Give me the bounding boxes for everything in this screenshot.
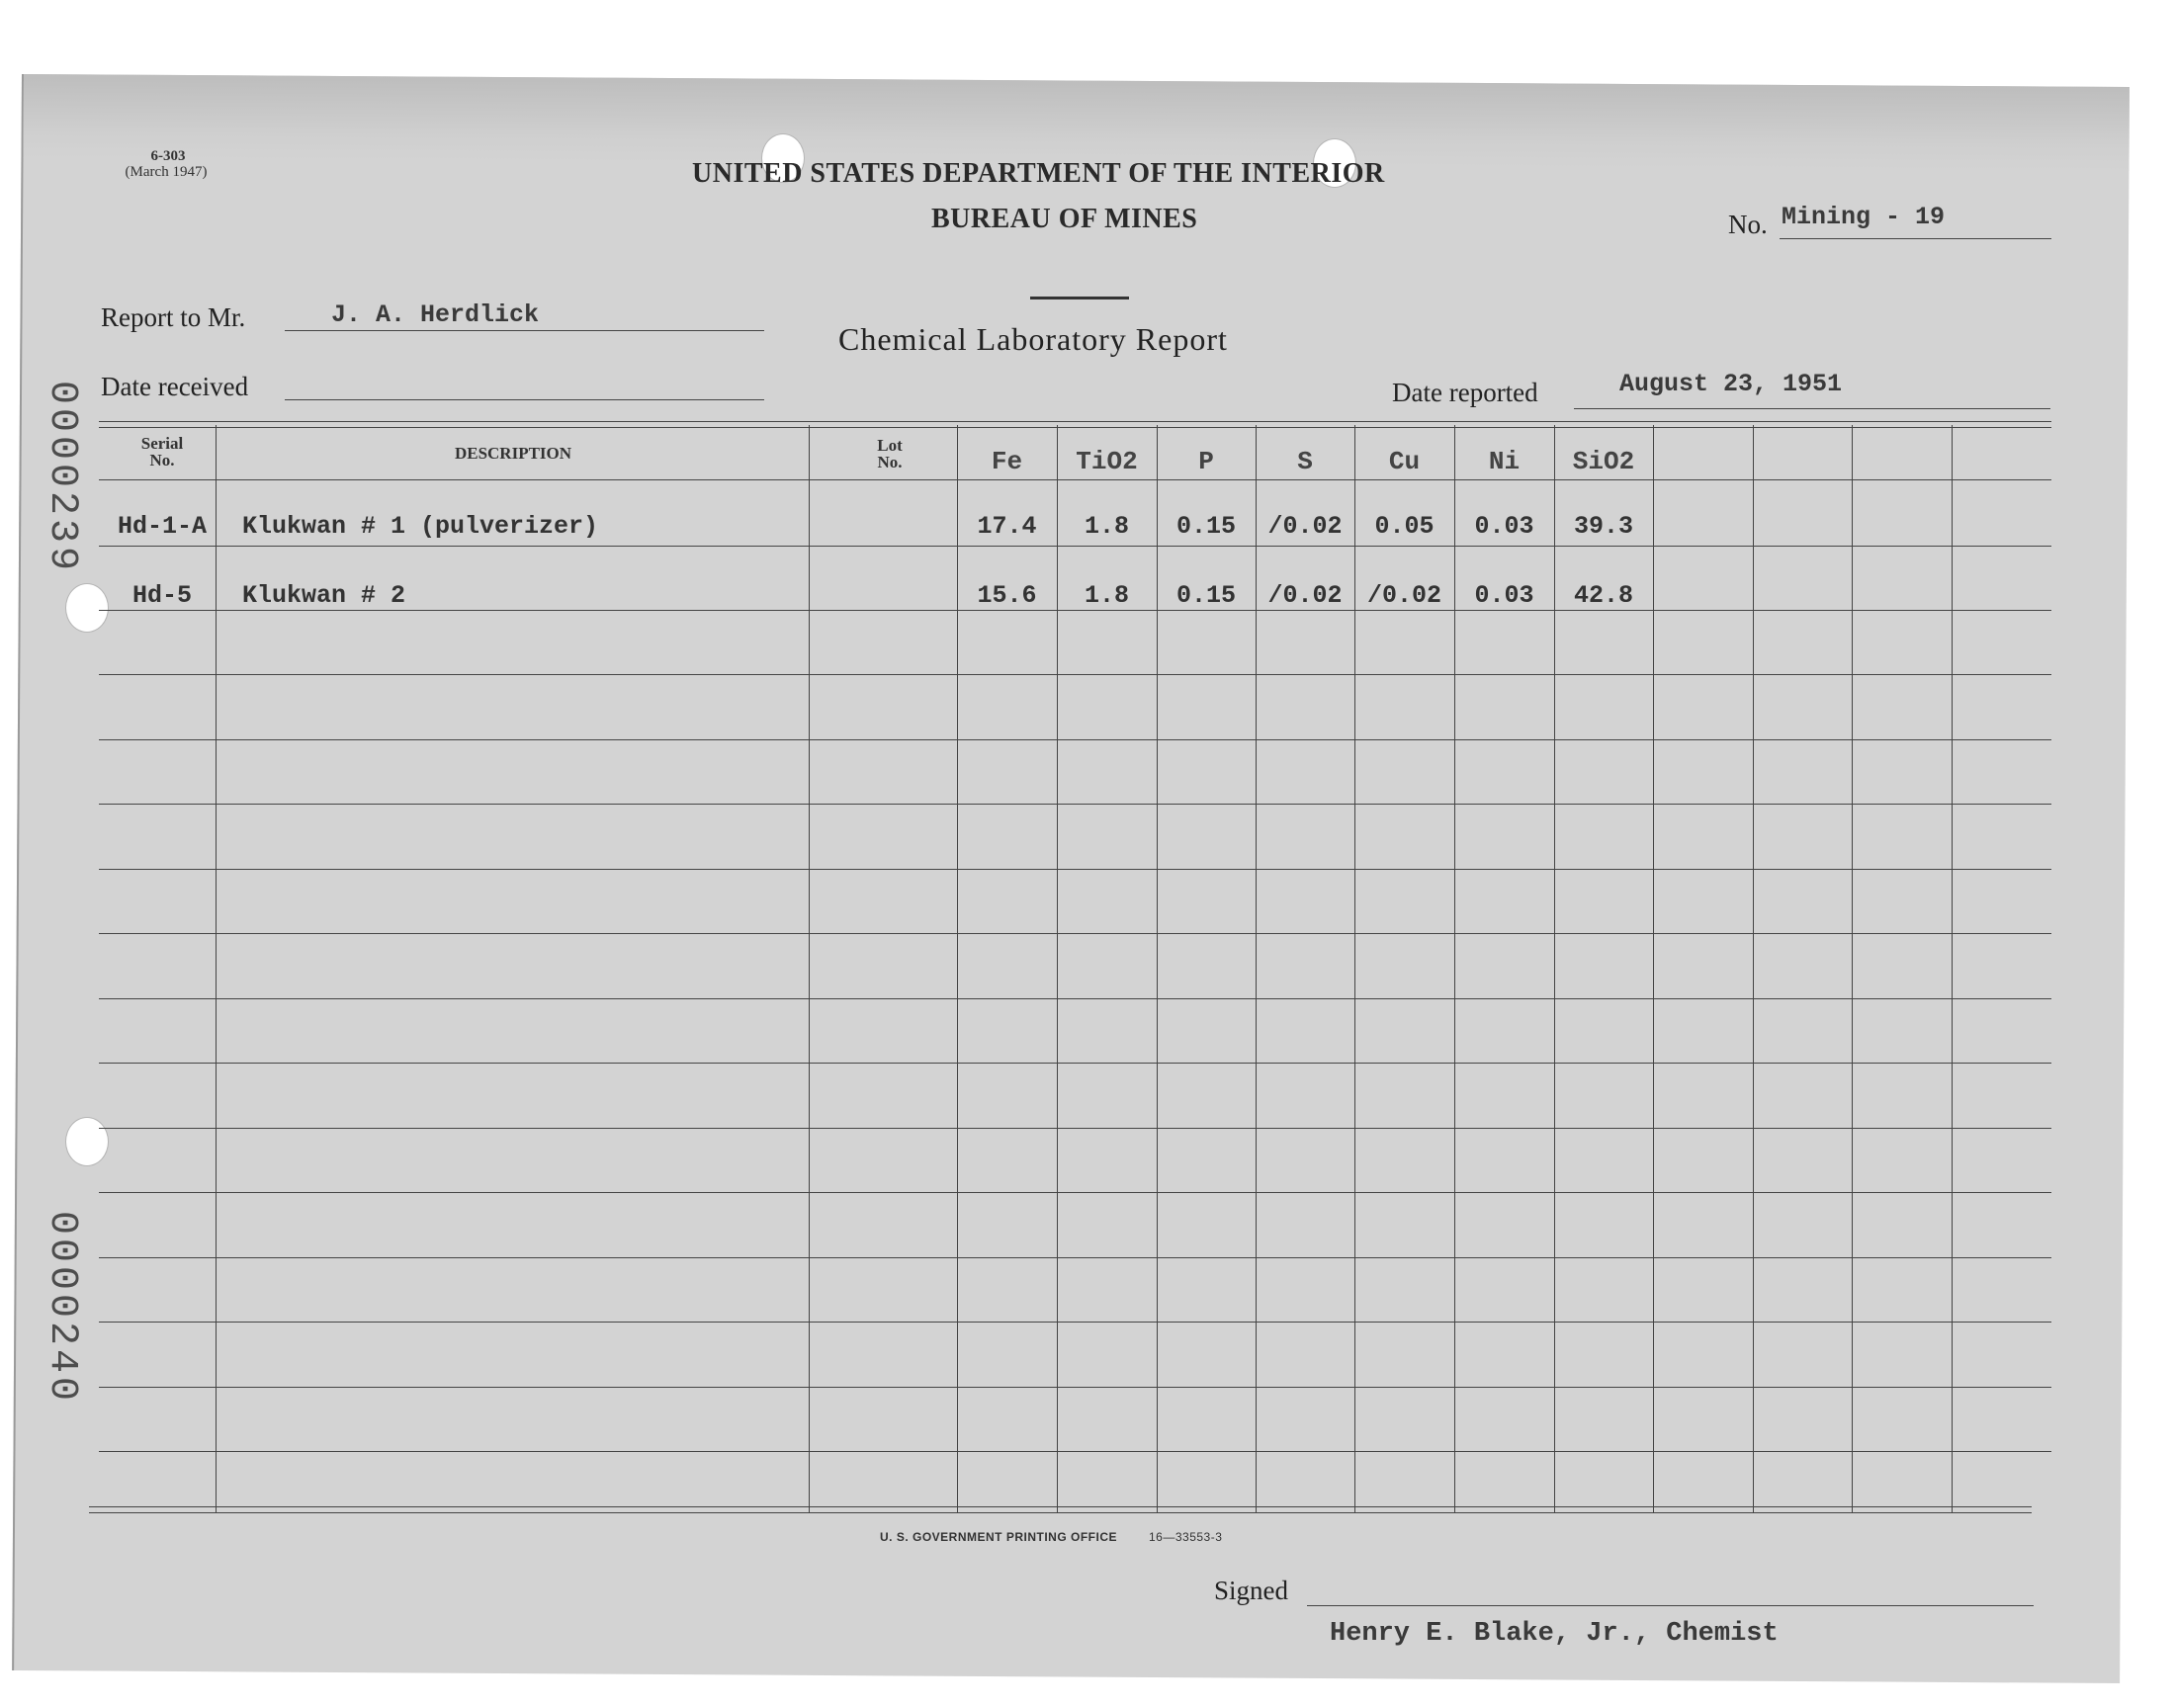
department-header: UNITED STATES DEPARTMENT OF THE INTERIOR	[692, 158, 1385, 189]
col-rule	[1952, 425, 1953, 1512]
lot-header-line1: Lot	[877, 436, 903, 455]
bureau-header: BUREAU OF MINES	[931, 204, 1198, 234]
row-rule	[99, 1063, 2051, 1064]
value-cell-p: 0.15	[1175, 581, 1236, 610]
print-code: 16—33553-3	[1149, 1530, 1223, 1544]
description-cell: Klukwan # 1 (pulverizer)	[242, 512, 599, 541]
col-rule	[1653, 425, 1654, 1512]
punch-hole	[65, 583, 109, 633]
serial-header	[109, 435, 216, 469]
value-cell-sio2: 39.3	[1573, 512, 1633, 541]
report-to-value: J. A. Herdlick	[331, 300, 540, 329]
stamp-number-bottom: 0000240	[40, 1211, 84, 1406]
table-bottom-rule	[89, 1512, 2032, 1513]
row-rule	[99, 998, 2051, 999]
date-reported-underline	[1574, 408, 2050, 409]
form-number: 6-303	[150, 148, 186, 164]
stamp-number-top: 0000239	[40, 381, 84, 575]
report-sheet	[12, 74, 2130, 1683]
page-title: Chemical Laboratory Report	[838, 321, 1228, 357]
value-cell-cu: 0.05	[1374, 512, 1435, 541]
analyte-header-ni: Ni	[1488, 447, 1521, 476]
date-reported-value: August 23, 1951	[1619, 370, 1843, 398]
value-cell-ni: 0.03	[1474, 581, 1534, 610]
col-rule	[809, 425, 810, 1512]
serial-header-line2: No.	[149, 451, 175, 470]
signed-label: Signed	[1214, 1576, 1289, 1605]
date-received-underline	[285, 399, 764, 400]
analyte-header-tio2: TiO2	[1076, 447, 1138, 476]
form-revision: (March 1947)	[125, 164, 208, 180]
value-cell-fe: 15.6	[977, 581, 1037, 610]
report-to-label: Report to Mr.	[101, 302, 246, 332]
no-label: No.	[1728, 210, 1768, 239]
row-rule	[99, 869, 2051, 870]
col-rule	[1753, 425, 1754, 1512]
date-received-label: Date received	[101, 372, 249, 401]
serial-cell: Hd-1-A	[117, 512, 207, 541]
value-cell-sio2: 42.8	[1573, 581, 1633, 610]
row-rule	[99, 1387, 2051, 1388]
col-rule	[1852, 425, 1853, 1512]
header-rule	[99, 479, 2051, 480]
value-cell-tio2: 1.8	[1084, 581, 1129, 610]
analyte-header-s: S	[1297, 447, 1313, 476]
row-rule	[99, 546, 2051, 547]
analyte-header-p: P	[1198, 447, 1214, 476]
description-cell: Klukwan # 2	[242, 581, 406, 610]
row-rule	[99, 1128, 2051, 1129]
row-rule	[99, 1322, 2051, 1323]
value-cell-tio2: 1.8	[1084, 512, 1129, 541]
row-rule	[99, 804, 2051, 805]
report-to-underline	[285, 330, 764, 331]
row-rule	[99, 933, 2051, 934]
no-value: Mining - 19	[1782, 203, 1946, 231]
row-rule	[99, 1451, 2051, 1452]
serial-header-line1: Serial	[140, 434, 184, 453]
signature-line	[1307, 1605, 2034, 1606]
description-header: DESCRIPTION	[454, 444, 572, 463]
value-cell-ni: 0.03	[1474, 512, 1534, 541]
table-top-rule	[99, 427, 2051, 428]
analyte-header-cu: Cu	[1388, 447, 1421, 476]
row-rule	[99, 1257, 2051, 1258]
value-cell-fe: 17.4	[977, 512, 1037, 541]
analyte-header-sio2: SiO2	[1572, 447, 1635, 476]
analyte-header-fe: Fe	[991, 447, 1023, 476]
no-underline	[1780, 238, 2051, 239]
value-cell-p: 0.15	[1175, 512, 1236, 541]
row-rule	[99, 1192, 2051, 1193]
table-bottom-rule	[89, 1506, 2032, 1507]
row-rule	[99, 610, 2051, 611]
value-cell-cu: /0.02	[1366, 581, 1441, 610]
value-cell-s: /0.02	[1267, 581, 1343, 610]
chemist-name: Henry E. Blake, Jr., Chemist	[1330, 1619, 1779, 1649]
date-reported-label: Date reported	[1392, 378, 1538, 407]
row-rule	[99, 674, 2051, 675]
table-top-rule	[99, 421, 2051, 422]
value-cell-s: /0.02	[1267, 512, 1343, 541]
lot-header	[850, 437, 929, 470]
serial-cell: Hd-5	[131, 581, 192, 610]
row-rule	[99, 739, 2051, 740]
lot-header-line2: No.	[877, 453, 903, 471]
title-divider	[1030, 297, 1129, 299]
sheet-fold	[23, 74, 2129, 171]
punch-hole	[65, 1117, 109, 1166]
printer-imprint: U. S. GOVERNMENT PRINTING OFFICE	[880, 1530, 1118, 1544]
